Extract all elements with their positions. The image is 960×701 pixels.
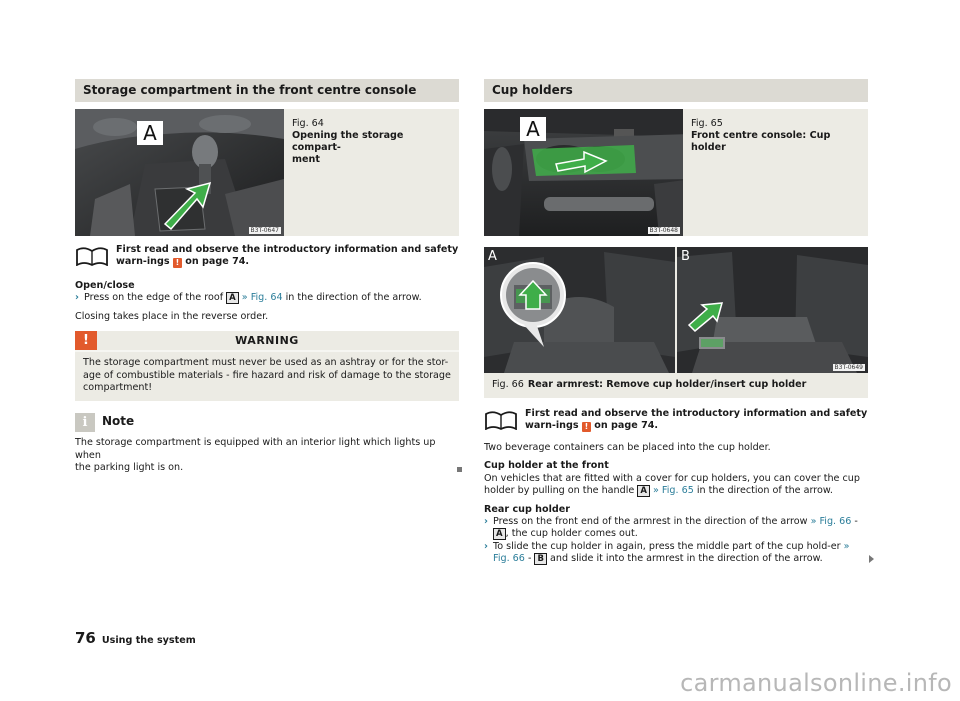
figure-66-panel-b [677, 247, 868, 373]
figure-65-image [484, 109, 683, 236]
chapter-title: Using the system [101, 635, 196, 646]
key-a: A [493, 528, 506, 540]
figure-65 [484, 109, 868, 236]
figure-64-code: B3T-0647 [250, 227, 279, 234]
read-first-right: First read and observe the introductory information and safety warn-ings ! on page 74. [484, 408, 868, 434]
fig-66-link[interactable]: » Fig. 66 [810, 516, 852, 528]
section-title-storage: Storage compartment in the front centre console [75, 79, 459, 102]
figure-64-letter: A [143, 121, 157, 145]
warning-body: The storage compartment must never be used as an ashtray or for the stor- age of combustible materials - fire hazard and risk of damage to the storage compartment! [83, 357, 451, 394]
key-a: A [637, 485, 650, 497]
figure-64-caption: Opening the storage compart- ment [292, 130, 404, 165]
key-b: B [534, 553, 546, 565]
key-a: A [226, 292, 239, 304]
panel-a-letter: A [488, 249, 497, 264]
warning-icon: ! [75, 331, 97, 350]
figure-65-letter: A [526, 117, 540, 141]
left-column [75, 79, 459, 475]
section-title-cup-holders: Cup holders [484, 79, 868, 102]
figure-66-number: Fig. 66 [492, 379, 524, 390]
warning-mini-icon: ! [582, 422, 591, 432]
right-column [484, 79, 868, 566]
open-book-icon [484, 410, 518, 430]
fig-64-link[interactable]: » Fig. 64 [238, 292, 283, 304]
closing-text: Closing takes place in the reverse order. [75, 310, 269, 322]
fig-65-link[interactable]: » Fig. 65 [649, 485, 694, 497]
open-close-step: › Press on the edge of the roof A » Fig. 64 in the direction of the arrow. [75, 292, 422, 304]
continue-arrow-icon [869, 555, 874, 563]
read-first-left: First read and observe the introductory information and safety warn-ings ! on page 74. [75, 244, 459, 270]
figure-66-panel-a [484, 247, 675, 373]
warning-mini-icon: ! [173, 258, 182, 268]
page-footer [75, 628, 196, 647]
note-body: The storage compartment is equipped with an interior light which lights up when the parking light is on. [75, 437, 459, 474]
figure-64 [75, 109, 459, 236]
figure-65-number: Fig. 65 [691, 118, 723, 129]
chevron-right-icon: › [75, 292, 79, 304]
figure-64-number: Fig. 64 [292, 118, 324, 129]
figure-66-caption: Rear armrest: Remove cup holder/insert cup holder [527, 379, 807, 390]
figure-66-code: B3T-0649 [834, 364, 863, 371]
warning-box [75, 331, 459, 401]
page-number: 76 [75, 629, 96, 647]
figure-65-code: B3T-0648 [649, 227, 678, 234]
intro-text: Two beverage containers can be placed into the cup holder. [484, 442, 771, 453]
figure-66-caption-line [492, 379, 806, 391]
figure-66 [484, 247, 868, 398]
rear-step-2: › To slide the cup holder in again, press the middle part of the cup hold-er » Fig. 66 - B and slide it into the armrest in the direction of the arrow. [484, 541, 868, 566]
warning-title: WARNING [235, 334, 299, 348]
open-book-icon [75, 246, 109, 266]
note-title: Note [102, 414, 135, 429]
chevron-right-icon: › [484, 540, 488, 552]
panel-b-letter: B [681, 249, 690, 264]
end-of-section-icon [457, 467, 462, 472]
front-heading: Cup holder at the front [484, 460, 609, 472]
open-close-heading: Open/close [75, 280, 135, 291]
chevron-right-icon: › [484, 516, 488, 528]
fig-66-link[interactable]: » Fig. 66 [493, 540, 850, 565]
info-icon: i [75, 413, 95, 432]
front-text: On vehicles that are fitted with a cover for cup holders, you can cover the cup holder by pulling on the handle A » Fig. 65 in the direction of the arrow. [484, 472, 860, 497]
note-header [75, 413, 459, 433]
watermark: carmanualsonline.info [680, 669, 952, 697]
figure-65-caption: Front centre console: Cup holder [691, 130, 831, 153]
rear-step-1: › Press on the front end of the armrest in the direction of the arrow » Fig. 66 - A , the cup holder comes out. [484, 516, 858, 540]
rear-heading: Rear cup holder [484, 503, 570, 515]
figure-64-image [75, 109, 284, 236]
